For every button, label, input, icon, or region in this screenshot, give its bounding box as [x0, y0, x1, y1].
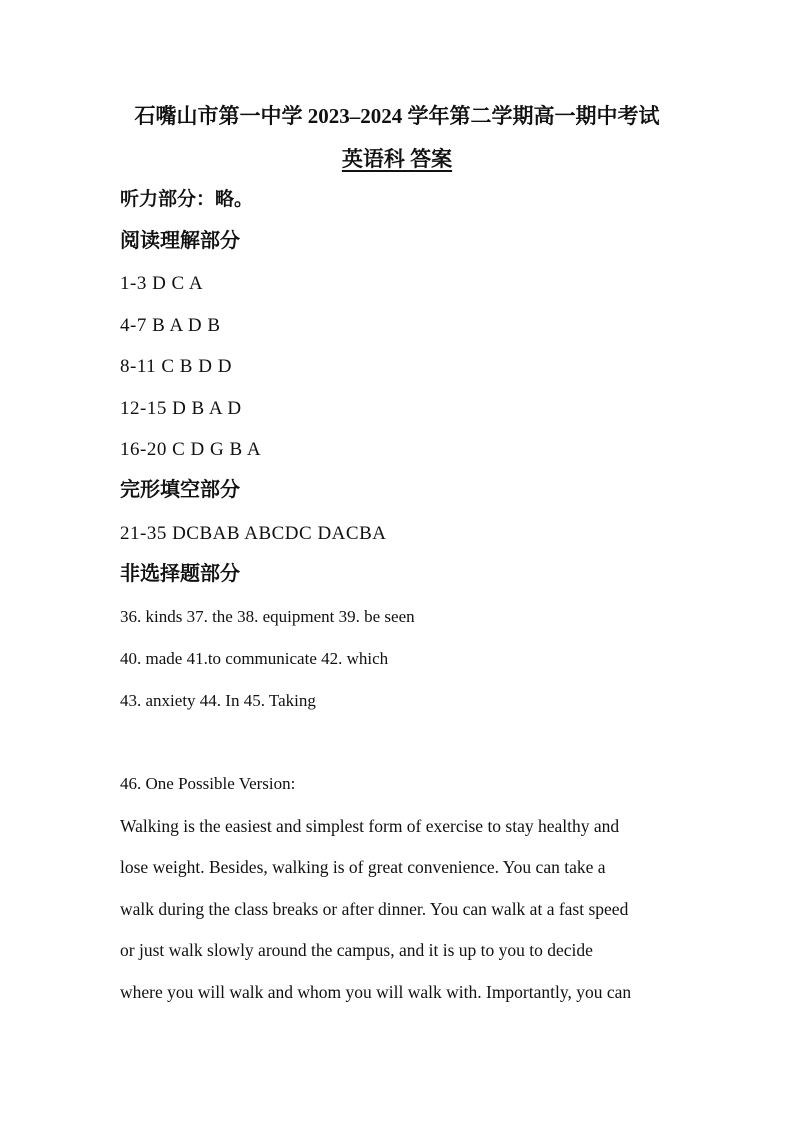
non-choice-answer-line: 43. anxiety 44. In 45. Taking — [120, 691, 316, 710]
non-choice-answer-line: 36. kinds 37. the 38. equipment 39. be seen — [120, 607, 415, 626]
subtitle-text: 英语科 答案 — [341, 147, 453, 171]
cloze-heading: 完形填空部分 — [120, 479, 240, 501]
reading-answer-line: 16-20 C D G B A — [120, 439, 262, 460]
non-choice-heading: 非选择题部分 — [120, 563, 240, 585]
reading-answer-line: 8-11 C B D D — [120, 356, 232, 377]
reading-heading: 阅读理解部分 — [120, 230, 240, 252]
reading-answer-line: 4-7 B A D B — [120, 315, 221, 336]
cloze-answers: 21-35 DCBAB ABCDC DACBA — [120, 523, 387, 544]
reading-answer-line: 12-15 D B A D — [120, 398, 242, 419]
page-title: 石嘴山市第一中学 2023–2024 学年第二学期高一期中考试 — [134, 104, 660, 128]
essay-line: where you will walk and whom you will walk with. Importantly, you can — [120, 982, 632, 1002]
essay-line: lose weight. Besides, walking is of great convenience. You can take a — [120, 857, 606, 877]
essay-line: Walking is the easiest and simplest form of exercise to stay healthy and — [120, 816, 620, 836]
page-subtitle — [0, 144, 794, 174]
listening-section: 听力部分：略。 — [120, 189, 254, 210]
reading-answer-line: 1-3 D C A — [120, 273, 204, 294]
non-choice-answer-line: 40. made 41.to communicate 42. which — [120, 649, 389, 668]
essay-label: 46. One Possible Version: — [120, 774, 296, 793]
essay-line: walk during the class breaks or after dinner. You can walk at a fast speed — [120, 899, 629, 919]
essay-line: or just walk slowly around the campus, and it is up to you to decide — [120, 940, 593, 960]
